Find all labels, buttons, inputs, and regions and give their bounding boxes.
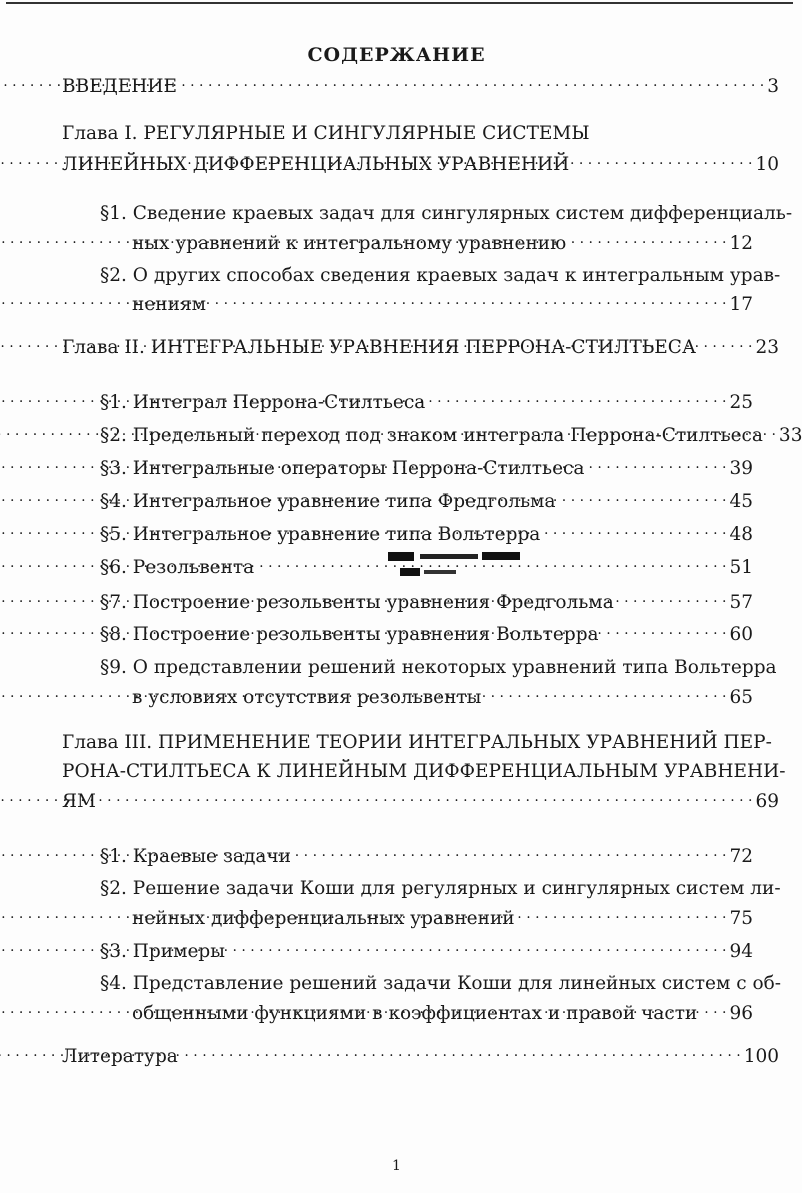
leader-dots [766,421,776,441]
toc-entry-ch3-sec2 [132,904,753,933]
toc-page-number: 94 [729,941,753,962]
ch3-sec2-line-1: §2. Решение задачи Коши для регулярных и сингулярных систем ли- [100,878,781,899]
toc-entry-ch2-sec7 [100,588,753,617]
toc-label: общенными функциями в коэффициентах и правой части [132,1003,698,1024]
toc-page-number: 3 [767,76,779,97]
toc-page-number: 48 [729,524,753,545]
leader-dots [294,842,726,862]
toc-entry-ch1-sec1 [132,229,753,258]
toc-page-number: 17 [729,294,753,315]
ch1-sec1-line-1: §1. Сведение краевых задач для сингулярных систем дифференциаль- [100,203,793,224]
leader-dots [543,520,726,540]
toc-label: ЯМ [62,791,96,812]
toc-entry-ch2-sec2 [100,421,802,450]
leader-dots [700,999,726,1019]
toc-entry-ch3-sec1 [100,842,753,871]
toc-page-number: 33 [778,425,802,446]
toc-entry-chapter-2 [62,333,779,362]
toc-entry-chapter-3 [62,787,779,816]
ink-blot-artifact [386,548,526,584]
toc-label: §6. Резольвента [100,557,255,578]
toc-label: §4. Интегральное уравнение типа Фредгольма [100,491,556,512]
toc-label: §5. Интегральное уравнение типа Вольтерра [100,524,541,545]
ch1-sec2-line-1: §2. О других способах сведения краевых задач к интегральным урав- [100,265,781,286]
toc-entry-ch2-sec1 [100,388,753,417]
leader-dots [602,620,727,640]
toc-label: §1. Интеграл Перрона-Стилтьеса [100,392,426,413]
toc-entry-ch3-sec3 [100,937,753,966]
toc-label: в условиях отсутствия резольвенты [132,687,482,708]
leader-dots [228,937,726,957]
toc-page-number: 65 [729,687,753,708]
leader-dots [572,150,752,170]
toc-page-number: 23 [755,337,779,358]
toc-entry-ch2-sec5 [100,520,753,549]
page-title: СОДЕРЖАНИЕ [307,44,486,66]
toc-label: §3. Примеры [100,941,225,962]
toc-label: Литература [62,1046,178,1067]
toc-label: §3. Интегральные операторы Перрона-Стилтьеса [100,458,585,479]
toc-entry-ch2-sec4 [100,487,753,516]
leader-dots [558,487,726,507]
leader-dots [587,454,726,474]
toc-label: ЛИНЕЙНЫХ ДИФФЕРЕНЦИАЛЬНЫХ УРАВНЕНИЙ [62,154,570,175]
leader-dots [209,290,726,310]
toc-page-number: 57 [729,592,753,613]
chapter-3-heading-line-2: РОНА-СТИЛТЬЕСА К ЛИНЕЙНЫМ ДИФФЕРЕНЦИАЛЬНЫМ УРАВНЕНИ- [62,761,786,782]
toc-entry-chapter-1 [62,150,779,179]
toc-page-number: 10 [755,154,779,175]
leader-dots [428,388,726,408]
toc-label: ВВЕДЕНИЕ [62,76,178,97]
toc-label: нениям [132,294,206,315]
toc-entry-ch2-sec8 [100,620,753,649]
leader-dots [181,1042,741,1062]
toc-page-number: 69 [755,791,779,812]
toc-label: §7. Построение резольвенты уравнения Фредгольма [100,592,614,613]
toc-entry-literature [62,1042,779,1071]
toc-page-number: 25 [729,392,753,413]
toc-page-number: 45 [729,491,753,512]
toc-entry-intro [62,72,779,101]
toc-page-number: 12 [729,233,753,254]
toc-label: §2. Предельный переход под знаком интеграла Перрона-Стилтьеса [100,425,763,446]
chapter-1-heading-line-1: Глава I. РЕГУЛЯРНЫЕ И СИНГУЛЯРНЫЕ СИСТЕМЫ [62,123,590,144]
page-number-footer: 1 [392,1158,401,1174]
toc-page-number: 75 [729,908,753,929]
toc-entry-ch2-sec3 [100,454,753,483]
ch3-sec4-line-1: §4. Представление решений задачи Коши для линейных систем с об- [100,973,782,994]
leader-dots [484,683,726,703]
toc-label: §8. Построение резольвенты уравнения Вольтерра [100,624,599,645]
leader-dots [99,787,753,807]
toc-entry-ch2-sec9 [132,683,753,712]
top-rule [6,2,793,4]
toc-label: §1. Краевые задачи [100,846,291,867]
toc-page-number: 72 [729,846,753,867]
toc-label: Глава II. ИНТЕГРАЛЬНЫЕ УРАВНЕНИЯ ПЕРРОНА-СТИЛТЬЕСА [62,337,696,358]
leader-dots [518,904,727,924]
toc-entry-ch3-sec4 [132,999,753,1028]
toc-page-number: 60 [729,624,753,645]
chapter-3-heading-line-1: Глава III. ПРИМЕНЕНИЕ ТЕОРИИ ИНТЕГРАЛЬНЫХ УРАВНЕНИЙ ПЕР- [62,732,772,753]
toc-label: ных уравнений к интегральному уравнению [132,233,567,254]
toc-page-number: 100 [743,1046,779,1067]
toc-page-number: 39 [729,458,753,479]
toc-label: нейных дифференциальных уравнений [132,908,515,929]
ch2-sec9-line-1: §9. О представлении решений некоторых уравнений типа Вольтерра [100,657,777,678]
leader-dots [699,333,752,353]
leader-dots [617,588,727,608]
toc-page-number: 51 [729,557,753,578]
toc-page-number: 96 [729,1003,753,1024]
leader-dots [569,229,726,249]
toc-entry-ch1-sec2 [132,290,753,319]
leader-dots [180,72,764,92]
